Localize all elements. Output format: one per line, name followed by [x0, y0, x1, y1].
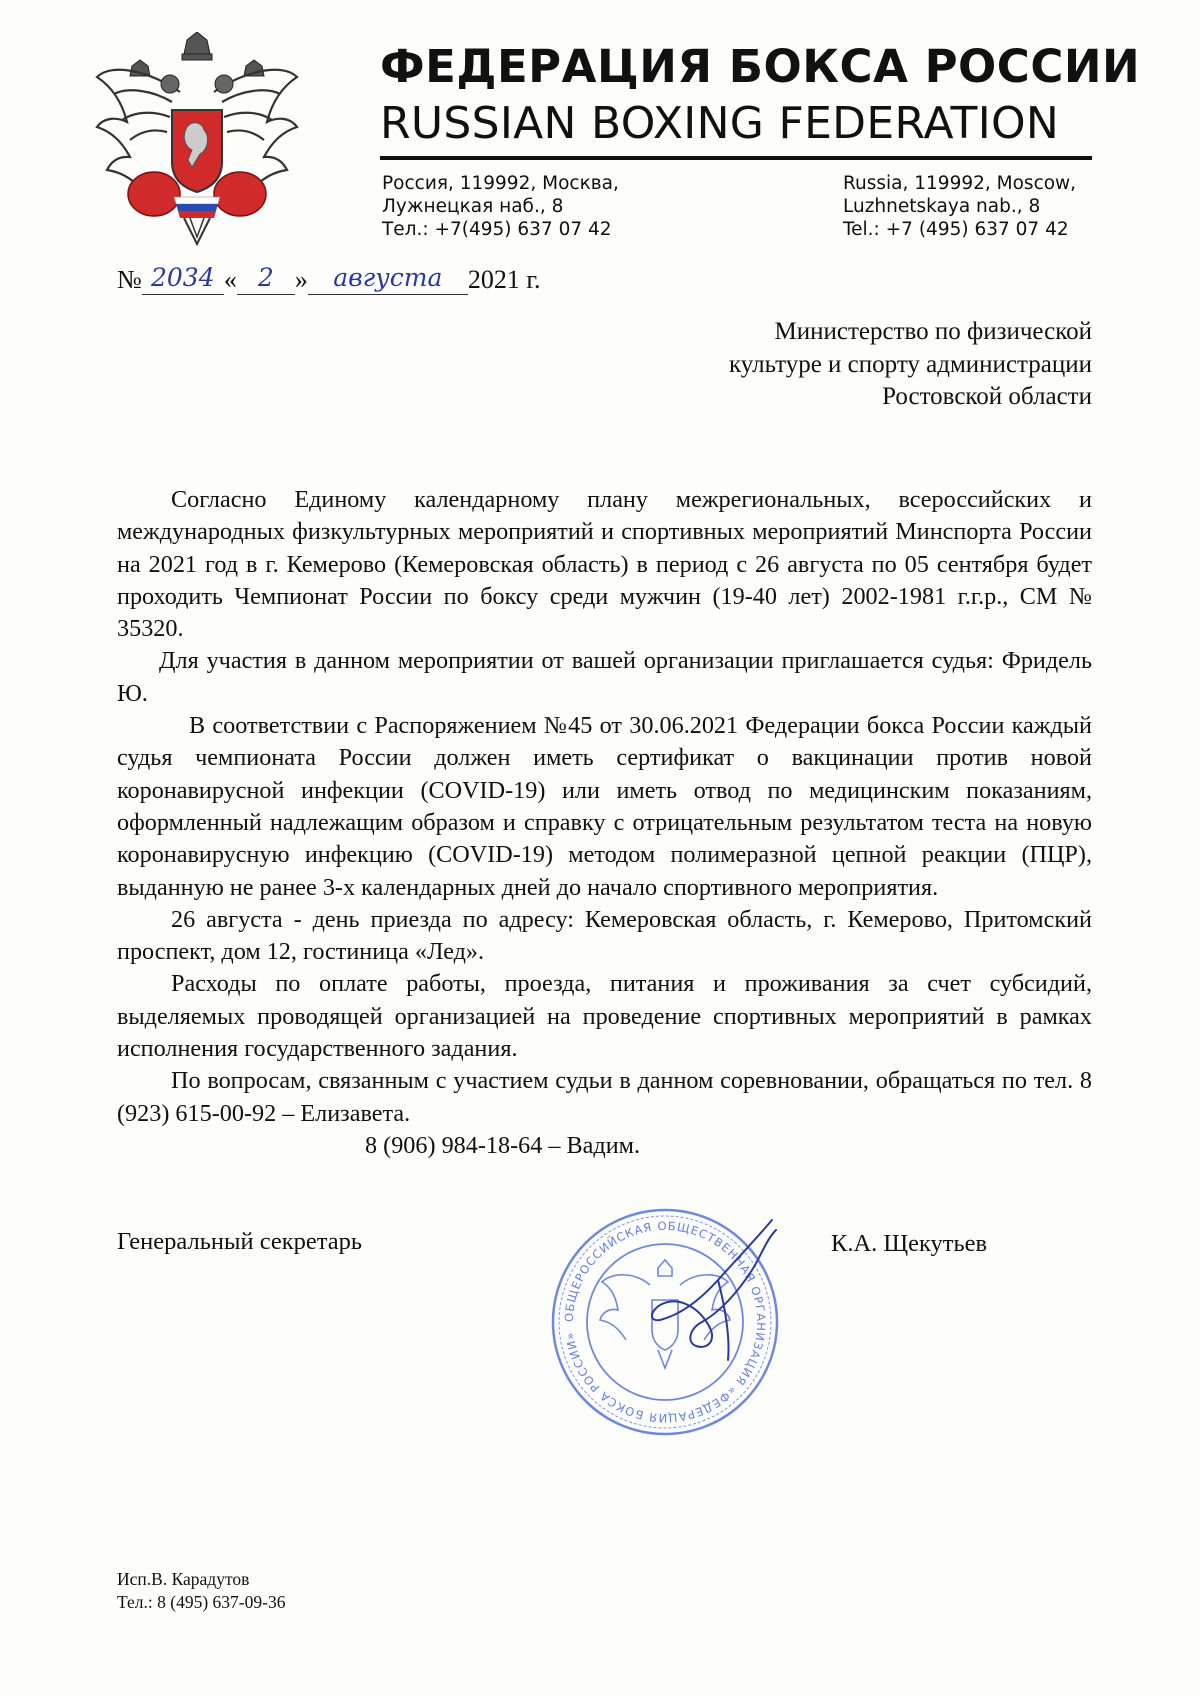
reference-number: 2034	[142, 262, 224, 295]
round-seal-stamp-icon	[540, 1200, 790, 1445]
address-ru-line1: Россия, 119992, Москва,	[382, 173, 619, 194]
executor-name: Исп.В. Карадутов	[117, 1569, 250, 1589]
executor-phone: Тел.: 8 (495) 637-09-36	[117, 1592, 286, 1612]
seal-ring-text: ОБЩЕРОССИЙСКАЯ ОБЩЕСТВЕННАЯ ОРГАНИЗАЦИЯ «ФЕДЕРАЦИЯ БОКСА РОССИИ»	[561, 1218, 769, 1426]
body-paragraph-2: Для участия в данном мероприятии от вашей организации приглашается судья: Фридель Ю.	[117, 647, 1092, 707]
address-ru-line3: Тел.: +7(495) 637 07 42	[382, 219, 612, 240]
addressee-line1: Министерство по физической	[774, 318, 1092, 345]
body-paragraph-6: По вопросам, связанным с участием судьи в данном соревновании, обращаться по тел. 8 (923) 615-00-92 – Елизавета.	[117, 1067, 1092, 1127]
reference-month: августа	[308, 262, 468, 295]
signatory-name: К.А. Щекутьев	[831, 1230, 988, 1257]
letter-body	[117, 484, 1092, 1162]
address-en-line2: Luzhnetskaya nab., 8	[843, 196, 1041, 217]
number-sign: №	[117, 265, 142, 294]
signatory-title: Генеральный секретарь	[117, 1228, 363, 1255]
address-en	[843, 172, 1076, 241]
header-divider	[380, 156, 1092, 160]
addressee-line3: Ростовской области	[882, 383, 1092, 410]
addressee-block	[592, 316, 1092, 414]
org-name-ru: ФЕДЕРАЦИЯ БОКСА РОССИИ	[380, 40, 1141, 93]
org-name-en: RUSSIAN BOXING FEDERATION	[380, 98, 1060, 149]
executor-block	[117, 1568, 285, 1614]
body-paragraph-4: 26 августа - день приезда по адресу: Кемеровская область, г. Кемерово, Притомский проспект, дом 12, гостиница «Лед».	[117, 905, 1092, 966]
open-quote: «	[223, 265, 237, 294]
address-ru-line2: Лужнецкая наб., 8	[382, 196, 564, 217]
address-en-line3: Tel.: +7 (495) 637 07 42	[843, 219, 1069, 240]
address-ru	[382, 172, 619, 241]
body-paragraph-3: В соответствии с Распоряжением №45 от 30.06.2021 Федерации бокса России каждый судья чемпионата России должен иметь сертификат о вакцинации против новой коронавирусной инфекции (COVID-19) или иметь отвод по медицинским показаниям, оформленный надлежащим образом и справку с отрицательным результатом теста на новую коронавирусную инфекцию (COVID-19) методом полимеразной цепной реакции (ПЦР), выданную не ранее 3-х календарных дней до начало спортивного мероприятия.	[117, 712, 1092, 901]
reference-year: 2021 г.	[467, 265, 541, 294]
reference-day: 2	[237, 262, 295, 295]
body-paragraph-1: Согласно Единому календарному плану межрегиональных, всероссийских и международных физкультурных мероприятий и спортивных мероприятий Минспорта России на 2021 год в г. Кемерово (Кемеровская область) в период с 26 августа по 05 сентября будет проходить Чемпионат России по боксу среди мужчин (19-40 лет) 2002-1981 г.г.р., СМ № 35320.	[117, 486, 1092, 643]
body-paragraph-5: Расходы по оплате работы, проезда, питания и проживания за счет субсидий, выделяемых проводящей организацией на проведение спортивных мероприятий в рамках исполнения государственного задания.	[117, 970, 1092, 1063]
address-en-line1: Russia, 119992, Moscow,	[843, 173, 1077, 194]
body-contact-phone-2: 8 (906) 984-18-64 – Вадим.	[365, 1131, 641, 1159]
addressee-line2: культуре и спорту администрации	[728, 350, 1092, 378]
svg-text:ОБЩЕРОССИЙСКАЯ ОБЩЕСТВЕННАЯ ОР	[562, 1219, 768, 1425]
double-headed-eagle-emblem-icon	[92, 32, 302, 247]
close-quote: »	[294, 265, 308, 294]
reference-line	[117, 262, 541, 298]
